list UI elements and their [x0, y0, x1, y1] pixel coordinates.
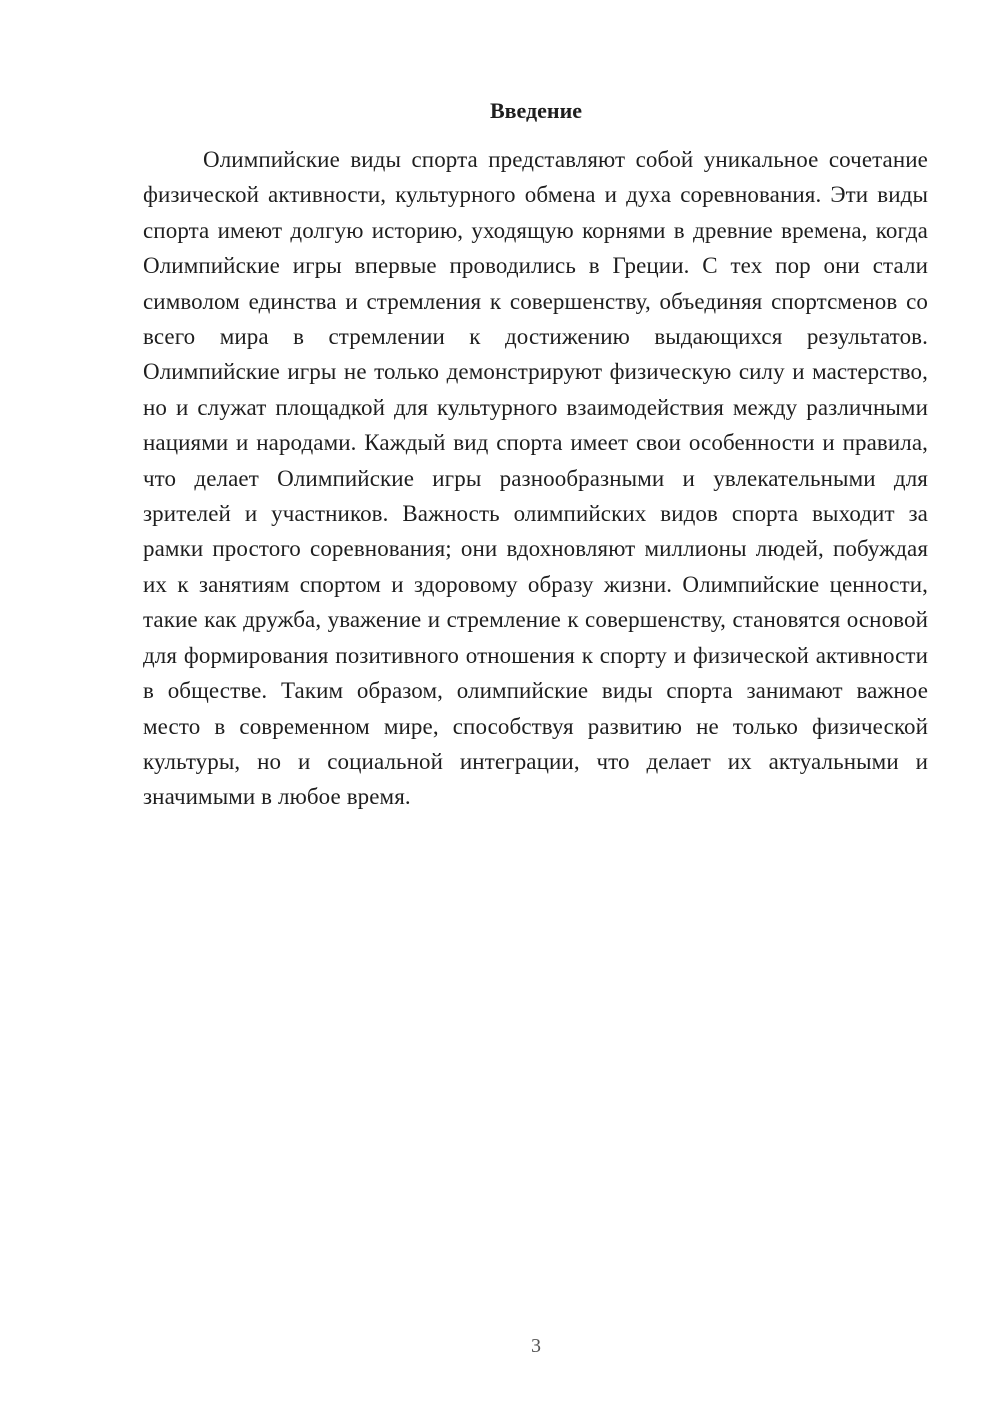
page-number: 3 — [531, 1335, 541, 1357]
body-paragraph: Олимпийские виды спорта представляют собой уникальное сочетание физической активности, культурного обмена и духа соревнования. Эти виды спорта имеют долгую историю, уходящую корнями в древние времена, когда Олимпийские игры впервые проводились в Греции. С тех пор они стали символом единства и стремления к совершенству, объединяя спортсменов со всего мира в стремлении к достижению выдающихся результатов. Олимпийские игры не только демонстрируют физическую силу и мастерство, но и служат площадкой для культурного взаимодействия между различными нациями и народами. Каждый вид спорта имеет свои особенности и правила, что делает Олимпийские игры разнообразными и увлекательными для зрителей и участников. Важность олимпийских видов спорта выходит за рамки простого соревнования; они вдохновляют миллионы людей, побуждая их к занятиям спортом и здоровому образу жизни. Олимпийские ценности, такие как дружба, уважение и стремление к совершенству, становятся основой для формирования позитивного отношения к спорту и физической активности в обществе. Таким образом, олимпийские виды спорта занимают важное место в современном мире, способствуя развитию не только физической культуры, но и социальной интеграции, что делает их актуальными и значимыми в любое время. — [143, 147, 928, 810]
section-heading: Введение — [489, 98, 583, 123]
